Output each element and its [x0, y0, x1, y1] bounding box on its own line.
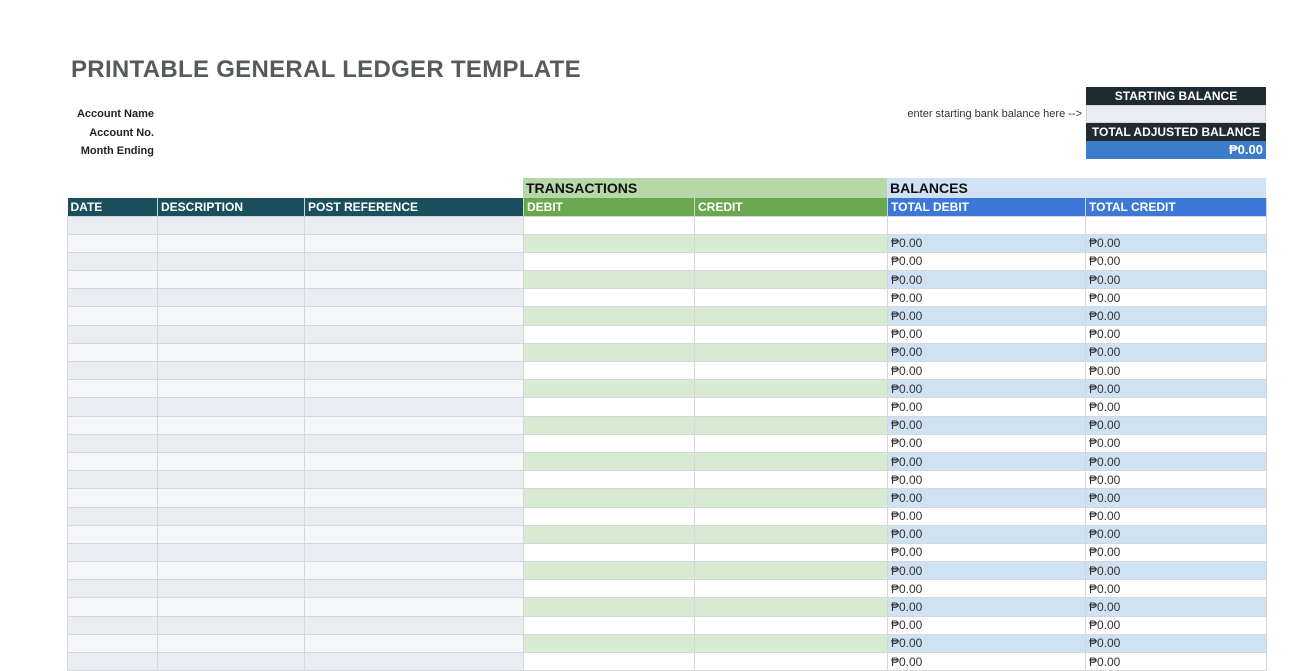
credit-cell[interactable] — [695, 307, 888, 325]
table-row — [68, 234, 1267, 252]
total-credit-cell[interactable]: ₱0.00 — [1086, 653, 1267, 671]
table-row — [68, 380, 1267, 398]
table-row — [68, 398, 1267, 416]
date-cell[interactable] — [68, 598, 158, 616]
debit-cell[interactable] — [524, 507, 695, 525]
credit-cell[interactable] — [695, 252, 888, 270]
post-reference-cell[interactable] — [305, 398, 524, 416]
debit-cell[interactable] — [524, 525, 695, 543]
description-cell[interactable] — [158, 252, 305, 270]
debit-cell[interactable] — [524, 634, 695, 652]
description-cell[interactable] — [158, 543, 305, 561]
credit-cell[interactable] — [695, 434, 888, 452]
total-credit-cell[interactable]: ₱0.00 — [1086, 471, 1267, 489]
debit-cell[interactable] — [524, 434, 695, 452]
total-debit-cell[interactable]: ₱0.00 — [888, 380, 1086, 398]
description-cell[interactable] — [158, 325, 305, 343]
credit-cell[interactable] — [695, 489, 888, 507]
debit-cell[interactable] — [524, 452, 695, 470]
total-credit-cell[interactable]: ₱0.00 — [1086, 325, 1267, 343]
total-debit-cell[interactable]: ₱0.00 — [888, 307, 1086, 325]
column-header-description: DESCRIPTION — [158, 198, 305, 216]
total-credit-cell[interactable]: ₱0.00 — [1086, 252, 1267, 270]
date-cell[interactable] — [68, 653, 158, 671]
date-cell[interactable] — [68, 325, 158, 343]
column-header-debit: DEBIT — [524, 198, 695, 216]
description-cell[interactable] — [158, 398, 305, 416]
total-credit-cell[interactable]: ₱0.00 — [1086, 234, 1267, 252]
credit-cell[interactable] — [695, 616, 888, 634]
date-cell[interactable] — [68, 343, 158, 361]
post-reference-cell[interactable] — [305, 580, 524, 598]
total-credit-cell[interactable]: ₱0.00 — [1086, 452, 1267, 470]
column-header-date: DATE — [68, 198, 158, 216]
post-reference-cell[interactable] — [305, 234, 524, 252]
total-credit-cell[interactable]: ₱0.00 — [1086, 271, 1267, 289]
credit-cell[interactable] — [695, 362, 888, 380]
debit-cell[interactable] — [524, 543, 695, 561]
debit-cell[interactable] — [524, 216, 695, 234]
post-reference-cell[interactable] — [305, 598, 524, 616]
total-debit-cell[interactable]: ₱0.00 — [888, 234, 1086, 252]
table-row — [68, 634, 1267, 652]
balances-section-header: BALANCES — [887, 178, 1266, 198]
table-row — [68, 598, 1267, 616]
total-debit-cell[interactable]: ₱0.00 — [888, 616, 1086, 634]
credit-cell[interactable] — [695, 598, 888, 616]
post-reference-cell[interactable] — [305, 489, 524, 507]
transactions-section-header: TRANSACTIONS — [523, 178, 887, 198]
total-debit-cell[interactable]: ₱0.00 — [888, 252, 1086, 270]
total-debit-cell[interactable] — [888, 216, 1086, 234]
total-credit-cell[interactable] — [1086, 216, 1267, 234]
debit-cell[interactable] — [524, 580, 695, 598]
post-reference-cell[interactable] — [305, 434, 524, 452]
table-row — [68, 343, 1267, 361]
total-debit-cell[interactable]: ₱0.00 — [888, 653, 1086, 671]
debit-cell[interactable] — [524, 489, 695, 507]
column-header-total-debit: TOTAL DEBIT — [888, 198, 1086, 216]
total-adjusted-balance-value: ₱0.00 — [1086, 141, 1266, 159]
post-reference-cell[interactable] — [305, 343, 524, 361]
total-credit-cell[interactable]: ₱0.00 — [1086, 362, 1267, 380]
account-name-label: Account Name — [76, 108, 154, 120]
date-cell[interactable] — [68, 216, 158, 234]
description-cell[interactable] — [158, 653, 305, 671]
table-row — [68, 271, 1267, 289]
date-cell[interactable] — [68, 289, 158, 307]
total-debit-cell[interactable]: ₱0.00 — [888, 525, 1086, 543]
credit-cell[interactable] — [695, 380, 888, 398]
post-reference-cell[interactable] — [305, 325, 524, 343]
total-debit-cell[interactable]: ₱0.00 — [888, 343, 1086, 361]
table-row — [68, 653, 1267, 671]
total-credit-cell[interactable]: ₱0.00 — [1086, 289, 1267, 307]
total-debit-cell[interactable]: ₱0.00 — [888, 562, 1086, 580]
total-adjusted-balance-header: TOTAL ADJUSTED BALANCE — [1086, 123, 1266, 141]
total-credit-cell[interactable]: ₱0.00 — [1086, 634, 1267, 652]
total-debit-cell[interactable]: ₱0.00 — [888, 271, 1086, 289]
description-cell[interactable] — [158, 416, 305, 434]
description-cell[interactable] — [158, 380, 305, 398]
description-cell[interactable] — [158, 580, 305, 598]
date-cell[interactable] — [68, 380, 158, 398]
credit-cell[interactable] — [695, 289, 888, 307]
date-cell[interactable] — [68, 562, 158, 580]
credit-cell[interactable] — [695, 471, 888, 489]
total-debit-cell[interactable]: ₱0.00 — [888, 543, 1086, 561]
table-row — [68, 289, 1267, 307]
credit-cell[interactable] — [695, 525, 888, 543]
debit-cell[interactable] — [524, 653, 695, 671]
description-cell[interactable] — [158, 471, 305, 489]
date-cell[interactable] — [68, 398, 158, 416]
debit-cell[interactable] — [524, 307, 695, 325]
total-debit-cell[interactable]: ₱0.00 — [888, 489, 1086, 507]
table-row — [68, 525, 1267, 543]
month-ending-label: Month Ending — [80, 145, 154, 157]
debit-cell[interactable] — [524, 471, 695, 489]
total-credit-cell[interactable]: ₱0.00 — [1086, 616, 1267, 634]
debit-cell[interactable] — [524, 416, 695, 434]
date-cell[interactable] — [68, 234, 158, 252]
column-header-row — [68, 198, 1267, 216]
total-debit-cell[interactable]: ₱0.00 — [888, 507, 1086, 525]
total-credit-cell[interactable]: ₱0.00 — [1086, 380, 1267, 398]
date-cell[interactable] — [68, 471, 158, 489]
date-cell[interactable] — [68, 307, 158, 325]
debit-cell[interactable] — [524, 362, 695, 380]
description-cell[interactable] — [158, 434, 305, 452]
table-row — [68, 216, 1267, 234]
total-debit-cell[interactable]: ₱0.00 — [888, 416, 1086, 434]
total-credit-cell[interactable]: ₱0.00 — [1086, 489, 1267, 507]
total-credit-cell[interactable]: ₱0.00 — [1086, 434, 1267, 452]
date-cell[interactable] — [68, 489, 158, 507]
total-debit-cell[interactable]: ₱0.00 — [888, 325, 1086, 343]
description-cell[interactable] — [158, 616, 305, 634]
post-reference-cell[interactable] — [305, 380, 524, 398]
ledger-table — [67, 198, 1267, 671]
description-cell[interactable] — [158, 634, 305, 652]
debit-cell[interactable] — [524, 271, 695, 289]
total-debit-cell[interactable]: ₱0.00 — [888, 452, 1086, 470]
table-row — [68, 580, 1267, 598]
total-credit-cell[interactable]: ₱0.00 — [1086, 580, 1267, 598]
debit-cell[interactable] — [524, 380, 695, 398]
table-row — [68, 616, 1267, 634]
total-credit-cell[interactable]: ₱0.00 — [1086, 525, 1267, 543]
debit-cell[interactable] — [524, 252, 695, 270]
total-credit-cell[interactable]: ₱0.00 — [1086, 307, 1267, 325]
description-cell[interactable] — [158, 307, 305, 325]
total-debit-cell[interactable]: ₱0.00 — [888, 471, 1086, 489]
date-cell[interactable] — [68, 525, 158, 543]
credit-cell[interactable] — [695, 398, 888, 416]
post-reference-cell[interactable] — [305, 416, 524, 434]
total-debit-cell[interactable]: ₱0.00 — [888, 598, 1086, 616]
credit-cell[interactable] — [695, 653, 888, 671]
date-cell[interactable] — [68, 252, 158, 270]
debit-cell[interactable] — [524, 234, 695, 252]
date-cell[interactable] — [68, 543, 158, 561]
post-reference-cell[interactable] — [305, 525, 524, 543]
credit-cell[interactable] — [695, 325, 888, 343]
post-reference-cell[interactable] — [305, 562, 524, 580]
debit-cell[interactable] — [524, 398, 695, 416]
table-row — [68, 543, 1267, 561]
description-cell[interactable] — [158, 489, 305, 507]
credit-cell[interactable] — [695, 343, 888, 361]
description-cell[interactable] — [158, 216, 305, 234]
table-row — [68, 362, 1267, 380]
total-debit-cell[interactable]: ₱0.00 — [888, 434, 1086, 452]
credit-cell[interactable] — [695, 416, 888, 434]
credit-cell[interactable] — [695, 216, 888, 234]
total-credit-cell[interactable]: ₱0.00 — [1086, 543, 1267, 561]
table-row — [68, 489, 1267, 507]
table-row — [68, 562, 1267, 580]
description-cell[interactable] — [158, 507, 305, 525]
description-cell[interactable] — [158, 271, 305, 289]
table-row — [68, 452, 1267, 470]
table-row — [68, 471, 1267, 489]
table-row — [68, 252, 1267, 270]
table-row — [68, 507, 1267, 525]
description-cell[interactable] — [158, 598, 305, 616]
column-header-post-reference: POST REFERENCE — [305, 198, 524, 216]
total-debit-cell[interactable]: ₱0.00 — [888, 398, 1086, 416]
account-no-label: Account No. — [89, 127, 154, 139]
credit-cell[interactable] — [695, 634, 888, 652]
table-row — [68, 307, 1267, 325]
debit-cell[interactable] — [524, 598, 695, 616]
debit-cell[interactable] — [524, 616, 695, 634]
description-cell[interactable] — [158, 525, 305, 543]
total-debit-cell[interactable]: ₱0.00 — [888, 362, 1086, 380]
description-cell[interactable] — [158, 452, 305, 470]
post-reference-cell[interactable] — [305, 362, 524, 380]
date-cell[interactable] — [68, 452, 158, 470]
total-debit-cell[interactable]: ₱0.00 — [888, 289, 1086, 307]
post-reference-cell[interactable] — [305, 634, 524, 652]
credit-cell[interactable] — [695, 580, 888, 598]
post-reference-cell[interactable] — [305, 616, 524, 634]
total-credit-cell[interactable]: ₱0.00 — [1086, 398, 1267, 416]
date-cell[interactable] — [68, 416, 158, 434]
credit-cell[interactable] — [695, 507, 888, 525]
column-header-total-credit: TOTAL CREDIT — [1086, 198, 1267, 216]
total-credit-cell[interactable]: ₱0.00 — [1086, 562, 1267, 580]
post-reference-cell[interactable] — [305, 452, 524, 470]
total-debit-cell[interactable]: ₱0.00 — [888, 634, 1086, 652]
table-row — [68, 434, 1267, 452]
date-cell[interactable] — [68, 434, 158, 452]
starting-balance-hint: enter starting bank balance here --> — [907, 108, 1082, 120]
date-cell[interactable] — [68, 580, 158, 598]
credit-cell[interactable] — [695, 234, 888, 252]
total-credit-cell[interactable]: ₱0.00 — [1086, 507, 1267, 525]
description-cell[interactable] — [158, 343, 305, 361]
debit-cell[interactable] — [524, 289, 695, 307]
post-reference-cell[interactable] — [305, 289, 524, 307]
total-debit-cell[interactable]: ₱0.00 — [888, 580, 1086, 598]
post-reference-cell[interactable] — [305, 543, 524, 561]
post-reference-cell[interactable] — [305, 507, 524, 525]
date-cell[interactable] — [68, 616, 158, 634]
date-cell[interactable] — [68, 362, 158, 380]
starting-balance-input[interactable] — [1086, 105, 1266, 123]
debit-cell[interactable] — [524, 562, 695, 580]
debit-cell[interactable] — [524, 343, 695, 361]
starting-balance-header: STARTING BALANCE — [1086, 87, 1266, 105]
post-reference-cell[interactable] — [305, 653, 524, 671]
credit-cell[interactable] — [695, 271, 888, 289]
post-reference-cell[interactable] — [305, 471, 524, 489]
post-reference-cell[interactable] — [305, 271, 524, 289]
date-cell[interactable] — [68, 271, 158, 289]
description-cell[interactable] — [158, 289, 305, 307]
date-cell[interactable] — [68, 634, 158, 652]
table-row — [68, 416, 1267, 434]
debit-cell[interactable] — [524, 325, 695, 343]
table-row — [68, 325, 1267, 343]
credit-cell[interactable] — [695, 452, 888, 470]
total-credit-cell[interactable]: ₱0.00 — [1086, 416, 1267, 434]
post-reference-cell[interactable] — [305, 252, 524, 270]
description-cell[interactable] — [158, 562, 305, 580]
total-credit-cell[interactable]: ₱0.00 — [1086, 598, 1267, 616]
description-cell[interactable] — [158, 362, 305, 380]
page-title: PRINTABLE GENERAL LEDGER TEMPLATE — [71, 56, 581, 83]
description-cell[interactable] — [158, 234, 305, 252]
post-reference-cell[interactable] — [305, 307, 524, 325]
date-cell[interactable] — [68, 507, 158, 525]
column-header-credit: CREDIT — [695, 198, 888, 216]
total-credit-cell[interactable]: ₱0.00 — [1086, 343, 1267, 361]
post-reference-cell[interactable] — [305, 216, 524, 234]
credit-cell[interactable] — [695, 562, 888, 580]
credit-cell[interactable] — [695, 543, 888, 561]
